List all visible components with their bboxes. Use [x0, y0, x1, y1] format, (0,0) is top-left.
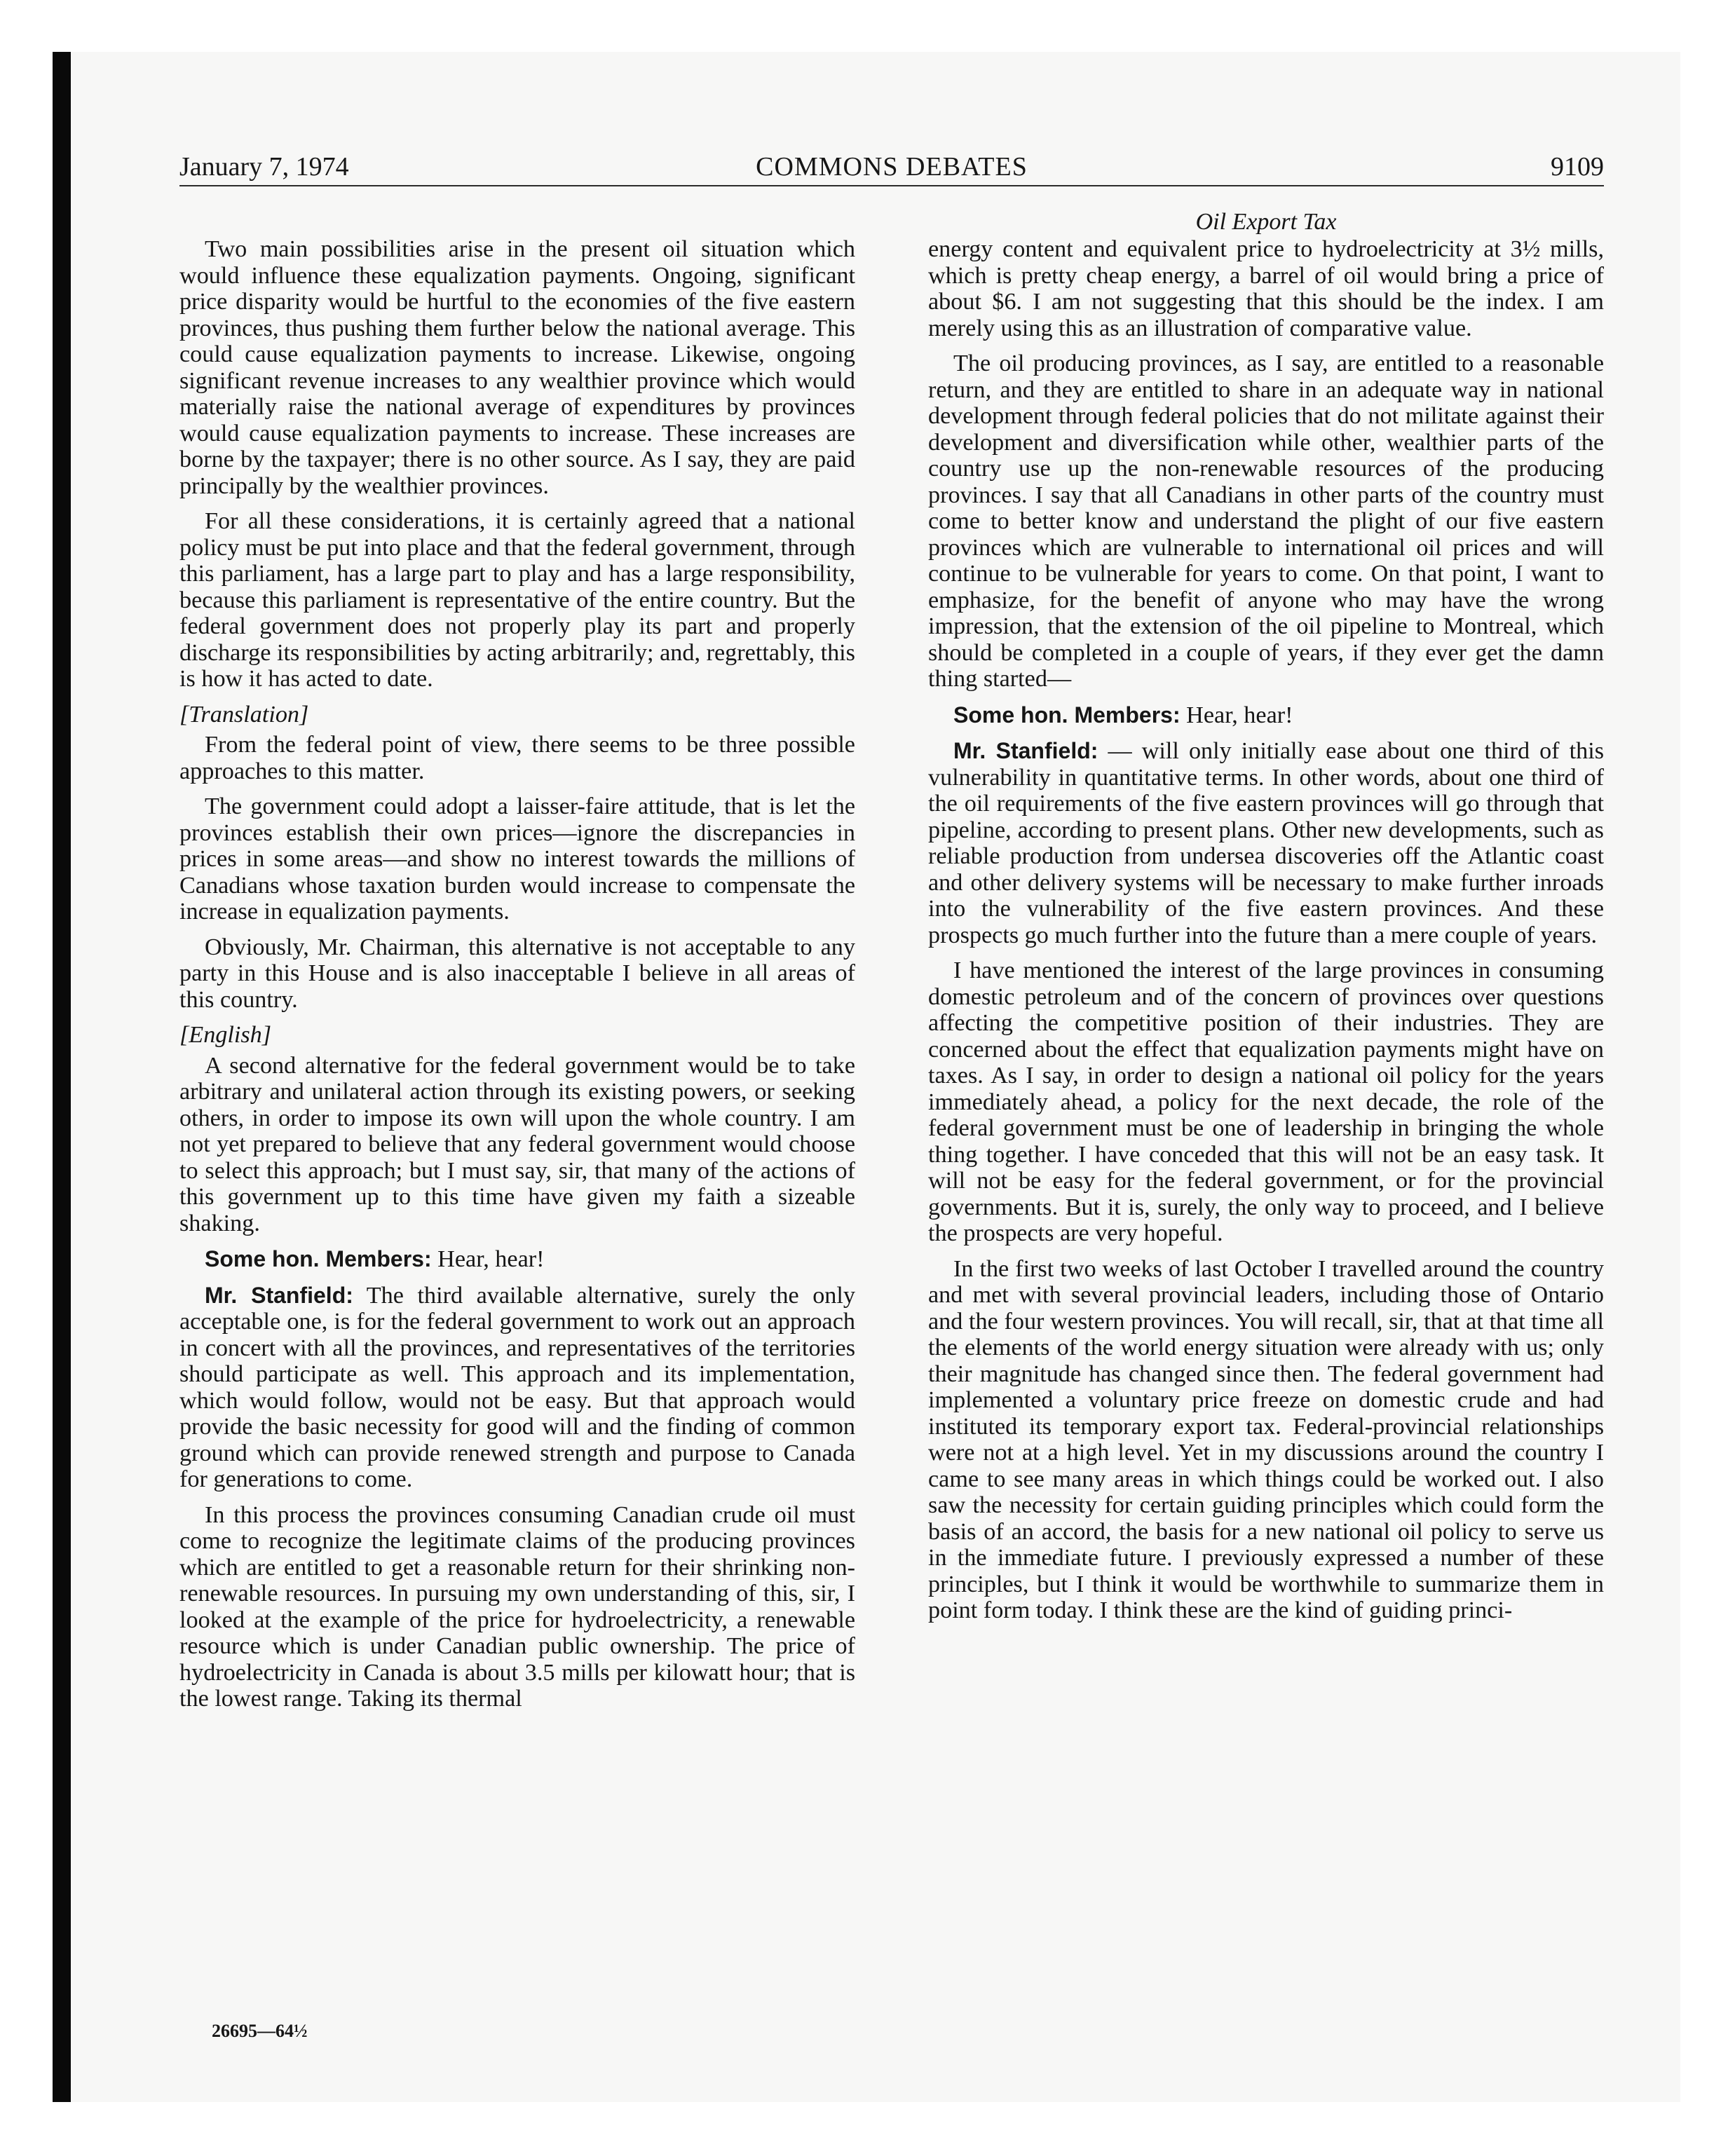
- speaker-name: Some hon. Members:: [205, 1246, 432, 1271]
- paragraph: [928, 957, 1604, 1247]
- header-date: January 7, 1974: [179, 152, 349, 182]
- paragraph: [179, 793, 855, 925]
- speaker-name: Mr. Stanfield:: [953, 738, 1098, 763]
- paragraph-text: From the federal point of view, there seems to be three possible approaches to this matter.: [179, 732, 855, 784]
- paragraph: [179, 1053, 855, 1237]
- paragraph: [928, 350, 1604, 692]
- header-title: COMMONS DEBATES: [756, 152, 1028, 182]
- speaker-name: Some hon. Members:: [953, 702, 1181, 728]
- language-marker-text: [Translation]: [179, 701, 309, 728]
- language-marker-text: [English]: [179, 1022, 272, 1048]
- speech-paragraph: [179, 1283, 855, 1493]
- paragraph: [179, 934, 855, 1014]
- paragraph-text: A second alternative for the federal government would be to take arbitrary and unilateral action through its existing powers, or seeking others, in order to impose its own will upon the whole country. I am not yet prepared to believe that any federal government would choose to select this approach; but I must say, sir, that many of the actions of this government up to this time have given my faith a sizeable shaking.: [179, 1052, 855, 1236]
- paragraph: [928, 1256, 1604, 1624]
- paragraph: [179, 508, 855, 692]
- paragraph-text: energy content and equivalent price to hydroelectricity at 3½ mills, which is pretty cheap energy, a barrel of oil would bring a price of about $6. I am not suggesting that this should be the index. I am merely using this as an illustration of comparative value.: [928, 236, 1604, 341]
- paragraph-text: For all these considerations, it is certainly agreed that a national policy must be put into place and that the federal government, through this parliament, has a large part to play and has a large responsibility, because this parliament is representative of the entire country. But the federal government does not properly play its part and properly discharge its responsibilities by acting arbitrarily; and, regrettably, this is how it has acted to date.: [179, 508, 855, 692]
- speech-paragraph: [179, 1246, 855, 1273]
- speech-text: — will only initially ease about one third of this vulnerability in quantitative terms. In other words, about one third of the oil requirements of the five eastern provinces will go through that pipeline, according to present plans. Other new developments, such as reliable production from undersea discoveries off the Atlantic coast and other delivery systems will be necessary to make further inroads into the vulnerability of the five eastern provinces. And these prospects go much further into the future than a mere couple of years.: [928, 738, 1605, 948]
- header-rule: [179, 185, 1604, 186]
- language-marker: [179, 1022, 855, 1049]
- right-column: [928, 236, 1604, 1633]
- paragraph: [179, 732, 855, 784]
- left-column: [179, 236, 855, 1721]
- scan-edge-shadow: [53, 52, 71, 2102]
- continued-paragraph: [928, 236, 1604, 341]
- paragraph: [179, 236, 855, 499]
- header-page-number: 9109: [1551, 152, 1604, 182]
- paragraph-text: Obviously, Mr. Chairman, this alternative is not acceptable to any party in this House and is also inacceptable I believe in all areas of this country.: [179, 934, 855, 1013]
- paragraph-text: In this process the provinces consuming Canadian crude oil must come to recognize the legitimate claims of the producing provinces which are entitled to get a reasonable return for their shrinking non-renewable resources. In pursuing my own understanding of this, sir, I looked at the example of the price for hydroelectricity, a renewable resource which is under Canadian public ownership. The price of hydroelectricity in Canada is about 3.5 mills per kilowatt hour; that is the lowest range. Taking its thermal: [179, 1501, 855, 1712]
- paragraph-text: The government could adopt a laisser-faire attitude, that is let the provinces establish their own prices—ignore the discrepancies in prices in some areas—and show no interest towards the millions of Canadians whose taxation burden would increase to compensate the increase in equalization payments.: [179, 793, 855, 925]
- speech-paragraph: [928, 702, 1604, 729]
- folio: 26695—64½: [212, 2021, 308, 2041]
- speech-text: Hear, hear!: [1180, 702, 1293, 728]
- running-head: [179, 151, 1604, 186]
- speech-text: The third available alternative, surely the only acceptable one, is for the federal government to work out an approach in concert with all the provinces, and representatives of the territories should participate as well. This approach and its implementation, which would follow, would not be easy. But that approach would provide the basic necessity for good will and the finding of common ground which can provide renewed strength and purpose to Canada for generations to come.: [179, 1282, 855, 1492]
- right-column-subject: Oil Export Tax: [1195, 209, 1337, 235]
- speech-text: Hear, hear!: [431, 1246, 545, 1272]
- language-marker: [179, 702, 855, 728]
- paragraph: [179, 1502, 855, 1712]
- speaker-name: Mr. Stanfield:: [205, 1282, 353, 1308]
- paragraph-text: Two main possibilities arise in the present oil situation which would influence these equalization payments. Ongoing, significant price disparity would be hurtful to the economies of the five eastern provinces, thus pushing them further below the national average. This could cause equalization payments to increase. Likewise, ongoing significant revenue increases to any wealthier province which would materially raise the national average of expenditures by provinces would cause equalization payments to increase. These increases are borne by the taxpayer; there is no other source. As I say, they are paid principally by the wealthier provinces.: [179, 236, 855, 499]
- paragraph-text: The oil producing provinces, as I say, are entitled to a reasonable return, and they are entitled to share in an adequate way in national development through federal policies that do not militate against their development and diversification while other, wealthier parts of the country use up the non-renewable resources of the producing provinces. I say that all Canadians in other parts of the country must come to better know and understand the plight of our five eastern provinces which are vulnerable to international oil prices and will continue to be vulnerable for years to come. On that point, I want to emphasize, for the benefit of anyone who may have the wrong impression, that the extension of the oil pipeline to Montreal, which should be completed in a couple of years, if they ever get the damn thing started—: [928, 350, 1604, 692]
- paragraph-text: I have mentioned the interest of the large provinces in consuming domestic petroleum and of the concern of provinces over questions affecting the competitive position of their industries. They are concerned about the effect that equalization payments might have on taxes. As I say, in order to design a national oil policy for the years immediately ahead, a policy for the next decade, the role of the federal government must be one of leadership in bringing the whole thing together. I have conceded that this will not be an easy task. It will not be easy for the federal government, or for the provincial governments. But it is, surely, the only way to proceed, and I believe the prospects are very hopeful.: [928, 957, 1604, 1246]
- paragraph-text: In the first two weeks of last October I travelled around the country and met with several provincial leaders, including those of Ontario and the four western provinces. You will recall, sir, that at that time all the elements of the world energy situation were already with us; only their magnitude has changed since then. The federal government had implemented a voluntary price freeze on domestic crude and had instituted its temporary export tax. Federal-provincial relationships were not at a high level. Yet in my discussions around the country I came to see many areas in which things could be worked out. I also saw the necessity for certain guiding principles which could form the basis of an accord, the basis for a new national oil policy to serve us in the immediate future. I previously expressed a number of these principles, but I think it would be worthwhile to summarize them in point form today. I think these are the kind of guiding princi-: [928, 1255, 1604, 1623]
- speech-paragraph: [928, 738, 1604, 948]
